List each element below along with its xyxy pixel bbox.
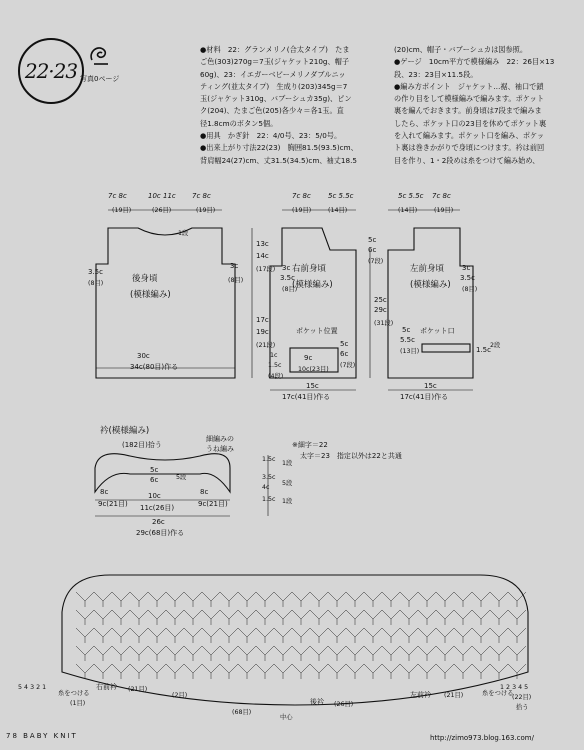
crochet-stitch-mark [490, 592, 508, 607]
crochet-stitch-mark [310, 664, 328, 679]
crochet-stitch-mark [238, 592, 256, 607]
crochet-stitch-mark [220, 646, 238, 661]
text-line: 玉(ジャケット310g、バブーシュカ35g)、ピン [200, 94, 352, 104]
chart-tail-stitches: (22目) [512, 694, 532, 701]
crochet-stitch-mark [256, 592, 274, 607]
crochet-stitch-mark [418, 628, 436, 643]
crochet-stitch-mark [256, 610, 274, 625]
text-line: ●出来上がり寸法22(23) 胸囲81.5(93.5)cm、 [200, 143, 358, 153]
crochet-stitch-mark [328, 646, 346, 661]
source-url: http://zimo973.blog.163.com/ [430, 734, 534, 742]
back-bottom-chain: 34c(80目)作る [130, 363, 179, 371]
crochet-stitch-mark [346, 610, 364, 625]
back-lower-rows: (21段) [256, 342, 276, 349]
crochet-stitch-mark [76, 628, 94, 643]
lf-top-b-stitches: (19目) [434, 207, 454, 214]
lf-side-35c: 3.5c [460, 274, 475, 282]
crochet-stitch-mark [472, 646, 490, 661]
crochet-stitch-mark [346, 646, 364, 661]
crochet-stitch-mark [274, 664, 292, 679]
rf-neck-6c: 6c [368, 246, 377, 254]
lf-pocket-rows: 2段 [490, 342, 501, 349]
crochet-stitch-mark [328, 592, 346, 607]
crochet-stitch-mark [400, 664, 418, 679]
crochet-stitch-mark [184, 592, 202, 607]
crochet-stitch-mark [472, 628, 490, 643]
crochet-stitch-mark [94, 592, 112, 607]
rf-top-a-stitches: (19目) [292, 207, 312, 214]
text-line: 目を作り、1・2段めは糸をつけて編み始め、 [394, 155, 540, 165]
back-right-top-stitches: (8目) [228, 277, 244, 284]
crochet-stitch-mark [436, 664, 454, 679]
crochet-stitch-mark [346, 664, 364, 679]
crochet-stitch-mark [274, 628, 292, 643]
crochet-stitch-mark [238, 646, 256, 661]
crochet-stitch-mark [130, 646, 148, 661]
crochet-stitch-mark [112, 664, 130, 679]
crochet-stitch-mark [364, 646, 382, 661]
crochet-stitch-mark [112, 628, 130, 643]
text-line: ト裏は巻きかがりで身頃につけます。衿は前回 [394, 143, 545, 153]
text-line: 背肩幅24(27)cm、丈31.5(34.5)cm、袖丈18.5 [200, 155, 357, 165]
rf-side-35c: 3.5c [280, 274, 295, 282]
rf-bottom-15c: 15c [306, 382, 319, 390]
rf-pocket-6c: 6c [340, 350, 349, 358]
crochet-stitch-mark [130, 610, 148, 625]
crochet-stitch-mark [292, 592, 310, 607]
pocket-opening-label: ポケット口 [420, 327, 455, 335]
rf-neck-5c: 5c [368, 236, 377, 244]
crochet-stitch-mark [274, 592, 292, 607]
back-neck-stitches: (26目) [152, 207, 172, 214]
rf-neck-rows: (7段) [368, 258, 384, 265]
chart-row-numbers-right: 1 2 3 4 5 [500, 684, 529, 691]
collar-r-15c: 1.5c [262, 456, 276, 463]
back-neck-drop: 1段 [178, 230, 189, 237]
collar-mid-10c: 10c [148, 492, 161, 500]
crochet-stitch-mark [94, 628, 112, 643]
crochet-stitch-mark [220, 664, 238, 679]
crochet-stitch-mark [184, 628, 202, 643]
lf-bottom-15c: 15c [424, 382, 437, 390]
crochet-stitch-mark [148, 610, 166, 625]
crochet-stitch-mark [76, 646, 94, 661]
text-line: ●編み方ポイント ジャケット…裾、袖口で鎖 [394, 81, 544, 91]
crochet-stitch-mark [220, 610, 238, 625]
text-line: の作り目をして模様編みで編みます。ポケット [394, 94, 545, 104]
text-line: 60g)、23：イエガーベビーメリノダブルニッ [200, 69, 346, 79]
page-footer-label: 78 BABY KNIT [6, 732, 78, 740]
chart-right-collar: 右前衿 [96, 683, 117, 691]
chart-row-numbers-left: 5 4 3 2 1 [18, 684, 47, 691]
crochet-stitch-mark [328, 628, 346, 643]
rf-pocket-9c: 9c [304, 354, 313, 362]
crochet-stitch-mark [184, 646, 202, 661]
legend-thick: 太字＝23 指定以外は22と共通 [300, 452, 402, 460]
crochet-stitch-mark [436, 646, 454, 661]
lf-top-b: 7c 8c [432, 192, 451, 200]
crochet-stitch-mark [346, 628, 364, 643]
crochet-stitch-mark [382, 664, 400, 679]
chart-left-stitches: (21目) [444, 692, 464, 699]
rf-length-29c: 29c [374, 306, 387, 314]
back-bottom-30c: 30c [137, 352, 150, 360]
pocket-opening [422, 344, 470, 352]
rf-pocket-15c: 1.5c [268, 362, 282, 369]
collar-r-35c: 3.5c [262, 474, 276, 481]
crochet-stitch-mark [184, 664, 202, 679]
crochet-stitch-mark [148, 592, 166, 607]
crochet-stitch-mark [76, 592, 94, 607]
chart-right-1st: (1目) [70, 700, 86, 707]
crochet-stitch-mark [454, 646, 472, 661]
crochet-stitch-mark [364, 664, 382, 679]
crochet-stitch-mark [130, 664, 148, 679]
collar-center-rows: 5段 [176, 474, 187, 481]
rf-side-3c: 3c [282, 264, 291, 272]
back-top-right-stitches: (19目) [196, 207, 216, 214]
chart-back-stitches: (26目) [334, 701, 354, 708]
crochet-stitch-mark [310, 592, 328, 607]
text-line: ●ゲージ 10cm平方で模様編み 22：26目×13 [394, 57, 555, 67]
crochet-stitch-mark [328, 610, 346, 625]
crochet-stitch-mark [202, 592, 220, 607]
collar-bottom-chain: 29c(68目)作る [136, 529, 185, 537]
back-armhole-13c: 13c [256, 240, 269, 248]
chart-tail-pickup: 拾う [516, 704, 529, 711]
crochet-stitch-mark [292, 664, 310, 679]
chart-right-stitches: (21目) [128, 686, 148, 693]
collar-bottom-26c: 26c [152, 518, 165, 526]
crochet-stitch-mark [508, 628, 526, 643]
crochet-stitch-mark [400, 628, 418, 643]
crochet-stitch-mark [202, 610, 220, 625]
crochet-stitch-mark [400, 592, 418, 607]
chart-back-collar: 後衿 [310, 698, 324, 706]
crochet-stitch-mark [166, 664, 184, 679]
crochet-stitch-mark [328, 664, 346, 679]
crochet-stitch-mark [202, 664, 220, 679]
text-line: ●用具 かぎ針 22：4/0号、23：5/0号。 [200, 131, 342, 141]
crochet-stitch-mark [112, 646, 130, 661]
text-line: ティング(並太タイプ) 生成り(203)345g＝7 [200, 81, 348, 91]
crochet-stitch-mark [220, 592, 238, 607]
back-right-top: 3c [230, 262, 239, 270]
collar-r-15c-lower: 1.5c [262, 496, 276, 503]
crochet-stitch-mark [130, 628, 148, 643]
crochet-stitch-mark [310, 646, 328, 661]
left-front-subtitle: (模様編み) [410, 280, 451, 290]
crochet-stitch-mark [310, 628, 328, 643]
crochet-stitch-mark [382, 646, 400, 661]
crochet-stitch-mark [436, 628, 454, 643]
crochet-stitch-mark [76, 610, 94, 625]
chart-left-attach: 糸をつける [482, 690, 514, 697]
crochet-stitch-mark [490, 646, 508, 661]
collar-r-1row: 1段 [282, 460, 293, 467]
crochet-stitch-mark [382, 592, 400, 607]
back-top-left-stitches: (19目) [112, 207, 132, 214]
left-front-outline [388, 228, 473, 378]
right-front-subtitle: (模様編み) [292, 280, 333, 290]
text-line: 裏を編んでおきます。前身頃は7段まで編みま [394, 106, 542, 116]
crochet-stitch-mark [94, 664, 112, 679]
crochet-stitch-mark [256, 664, 274, 679]
lf-pocket-stitches: (13目) [400, 348, 420, 355]
legend-thin: ※細字＝22 [292, 441, 328, 449]
back-armhole-14c: 14c [256, 252, 269, 260]
crochet-stitch-mark [436, 592, 454, 607]
crochet-stitch-mark [472, 610, 490, 625]
crochet-stitch-mark [490, 664, 508, 679]
crochet-stitch-mark [184, 610, 202, 625]
crochet-stitch-mark [112, 592, 130, 607]
text-line: したら、ポケット口の23目を休めてポケット裏 [394, 118, 547, 128]
crochet-stitch-mark [202, 646, 220, 661]
rf-length-25c: 25c [374, 296, 387, 304]
text-line: ク(204)、たまご色(205)各少々＝各1玉。直 [200, 106, 344, 116]
crochet-stitch-mark [472, 664, 490, 679]
crochet-stitch-mark [364, 628, 382, 643]
crochet-stitch-mark [454, 610, 472, 625]
crochet-stitch-mark [292, 646, 310, 661]
rf-top-b-stitches: (14目) [328, 207, 348, 214]
crochet-stitch-mark [400, 610, 418, 625]
crochet-stitch-mark [148, 664, 166, 679]
crochet-stitch-mark [148, 628, 166, 643]
back-top-left-dim: 7c 8c [108, 192, 127, 200]
pattern-number: 22·23 [24, 59, 78, 83]
chart-center: 中心 [280, 714, 293, 721]
crochet-stitch-mark [364, 610, 382, 625]
crochet-stitch-mark [418, 592, 436, 607]
lf-pocket-5c: 5c [402, 326, 411, 334]
lf-bottom-chain: 17c(41目)作る [400, 393, 449, 401]
back-lower-19c: 19c [256, 328, 269, 336]
crochet-stitch-mark [112, 610, 130, 625]
crochet-stitch-mark [454, 664, 472, 679]
collar-mid-11c: 11c(26目) [140, 504, 175, 512]
left-front-title: 左前身頃 [410, 264, 445, 274]
back-body-title: 後身頃 [132, 274, 158, 284]
text-line: 径1.8cmのボタン5個。 [200, 118, 278, 128]
collar-r-1row-lower: 1段 [282, 498, 293, 505]
rf-pocket-5c: 5c [340, 340, 349, 348]
back-side-dim: 3.5c [88, 268, 103, 276]
crochet-stitch-mark [418, 646, 436, 661]
rf-pocket-stitches: 10c(23目) [298, 366, 329, 373]
crochet-stitch-mark [256, 628, 274, 643]
crochet-stitch-mark [94, 646, 112, 661]
crochet-stitch-mark [490, 628, 508, 643]
crochet-stitch-mark [472, 592, 490, 607]
back-top-right-dim: 7c 8c [192, 192, 211, 200]
rf-top-a: 7c 8c [292, 192, 311, 200]
lf-side-3c: 3c [462, 264, 471, 272]
lf-pocket-15c: 1.5c [476, 346, 491, 354]
crochet-stitch-mark [94, 610, 112, 625]
crochet-stitch-mark [400, 646, 418, 661]
pocket-position-label: ポケット位置 [296, 327, 338, 335]
crochet-stitch-mark [418, 664, 436, 679]
back-body-subtitle: (模様編み) [130, 290, 171, 300]
collar-r-4c: 4c [262, 484, 270, 491]
rf-pocket-1c: 1c [270, 352, 278, 359]
crochet-stitch-mark [166, 610, 184, 625]
text-line: ご色(303)270g＝7玉(ジャケット210g、帽子 [200, 57, 350, 67]
rf-length-rows: (31段) [374, 320, 394, 327]
text-line: (20)cm、帽子・バブーシュカは図参照。 [394, 45, 528, 54]
collar-right-9c: 9c(21目) [198, 500, 228, 508]
photo-page-ref: 写真0ページ [80, 75, 120, 83]
chart-right-attach: 糸をつける [58, 690, 90, 697]
text-line: 段、23：23目×11.5段。 [394, 69, 478, 79]
crochet-stitch-mark [238, 628, 256, 643]
rf-side-stitches: (8目) [282, 286, 298, 293]
crochet-stitch-mark [454, 592, 472, 607]
crochet-stitch-mark [166, 628, 184, 643]
crochet-stitch-mark [274, 610, 292, 625]
crochet-stitch-mark [238, 610, 256, 625]
crochet-stitch-mark [454, 628, 472, 643]
crochet-stitch-mark [382, 610, 400, 625]
crochet-stitch-mark [166, 592, 184, 607]
chart-start-stitches: (68目) [232, 709, 252, 716]
collar-right-8c: 8c [200, 488, 209, 496]
lf-side-stitches: (8目) [462, 286, 478, 293]
back-armhole-rows: (17段) [256, 266, 276, 273]
lf-top-a-stitches: (14目) [398, 207, 418, 214]
crochet-stitch-mark [346, 592, 364, 607]
rf-bottom-chain: 17c(41目)作る [282, 393, 331, 401]
crochet-stitch-mark [238, 664, 256, 679]
back-top-neck-dim: 10c 11c [148, 192, 176, 200]
crochet-stitch-mark [256, 646, 274, 661]
text-line: を入れて編みます。ポケット口を編み、ポケッ [394, 131, 545, 141]
crochet-stitch-mark [382, 628, 400, 643]
collar-title: 衿(模様編み) [100, 426, 150, 436]
collar-left-8c: 8c [100, 488, 109, 496]
right-front-title: 右前身頃 [292, 264, 327, 274]
rf-pocket-rows: (4段) [268, 373, 284, 380]
collar-center-6c: 6c [150, 476, 159, 484]
collar-note: 細編みの うね編み [206, 435, 234, 453]
collar-r-5rows: 5段 [282, 480, 293, 487]
back-lower-17c: 17c [256, 316, 269, 324]
text-line: ●材料 22：グランメリノ(合太タイプ) たま [200, 45, 350, 54]
crochet-stitch-mark [220, 628, 238, 643]
crochet-stitch-mark [292, 610, 310, 625]
crochet-stitch-mark [202, 628, 220, 643]
collar-left-9c: 9c(21目) [98, 500, 128, 508]
crochet-stitch-mark [292, 628, 310, 643]
chart-left-collar: 左前衿 [410, 691, 431, 699]
collar-pickup: (182目)拾う [122, 441, 162, 449]
rf-pocket-right-rows: (7段) [340, 362, 356, 369]
collar-center-5c: 5c [150, 466, 159, 474]
crochet-stitch-mark [130, 592, 148, 607]
back-side-stitches: (8目) [88, 280, 104, 287]
rf-top-b: 5c 5.5c [328, 192, 354, 200]
crochet-stitch-mark [418, 610, 436, 625]
crochet-stitch-mark [490, 610, 508, 625]
lf-pocket-55c: 5.5c [400, 336, 415, 344]
crochet-stitch-mark [310, 610, 328, 625]
crochet-stitch-mark [148, 646, 166, 661]
crochet-stitch-mark [166, 646, 184, 661]
crochet-stitch-mark [274, 646, 292, 661]
crochet-stitch-mark [508, 646, 526, 661]
collar-outline [95, 454, 230, 492]
crochet-stitch-mark [436, 610, 454, 625]
crochet-stitch-mark [508, 610, 526, 625]
back-body-outline [96, 228, 235, 378]
lf-top-a: 5c 5.5c [398, 192, 424, 200]
crochet-stitch-mark [364, 592, 382, 607]
chart-right-2nd: (2目) [172, 692, 188, 699]
